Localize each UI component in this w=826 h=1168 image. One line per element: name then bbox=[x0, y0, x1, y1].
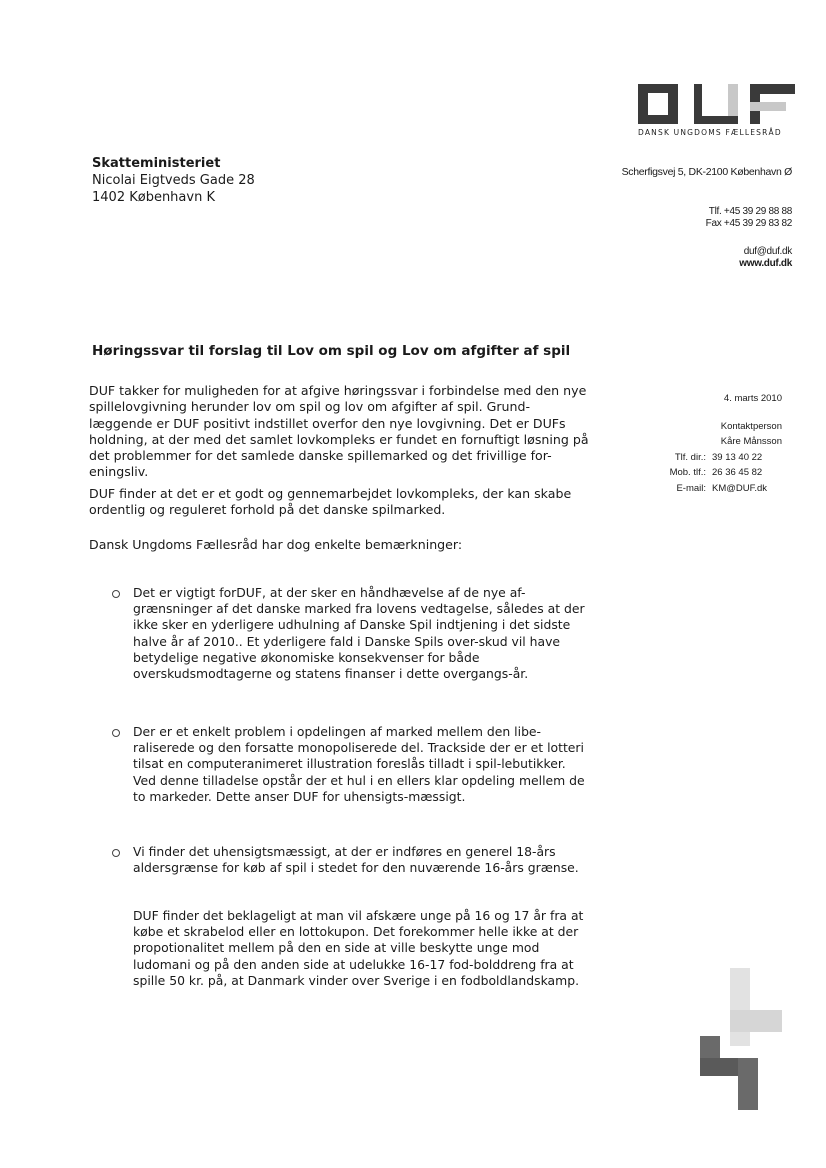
logo-tagline: DANSK UNGDOMS FÆLLESRÅD bbox=[638, 128, 782, 137]
email-value: KM@DUF.dk bbox=[712, 482, 768, 494]
bullet-text: Der er et enkelt problem i opdelingen af marked mellem den libe-raliserede og den forsatte monopoliserede del. Trackside der er et lotteri tilsat en computeranimeret illustration foreslås tilladt i spil-lebutikker. Ved denne tilladelse opstår der et hul i en ellers klar opdeling mellem de to markeder. Dette anser DUF for uhensigts-mæssigt. bbox=[133, 724, 585, 804]
list-item bbox=[112, 585, 592, 682]
paragraph-assessment: DUF finder at det er et godt og gennemarbejdet lovkompleks, der kan skabe ordentlig og reguleret forhold på det danske spilmarked. bbox=[89, 486, 572, 518]
mobile-value: 26 36 45 82 bbox=[712, 467, 763, 478]
contact-label: Kontaktperson bbox=[720, 420, 782, 432]
bullet-icon bbox=[112, 729, 120, 737]
sender-email: duf@duf.dk bbox=[743, 246, 792, 257]
bullet-text: Det er vigtigt forDUF, at der sker en håndhævelse af de nye af-grænsninger af det danske marked fra lovens vedtagelse, således at der ikke sker en yderligere udhulning af Danske Spil indtjening i det sidste halve år af 2010.. Et yderligere fald i Danske Spils over-skud vil have betydelige negative økonomiske konsekvenser for både overskudsmodtagerne og statens finanser i dette overgangs-år. bbox=[133, 585, 585, 682]
letter-date: 4. marts 2010 bbox=[723, 393, 782, 404]
phone-label: Tlf. dir.: bbox=[674, 451, 706, 463]
bullet-icon bbox=[112, 590, 120, 598]
recipient-name: Skatteministeriet bbox=[92, 156, 221, 171]
bullet-followup-paragraph: DUF finder det beklageligt at man vil afskære unge på 16 og 17 år fra at købe et skrabelod eller en lottokupon. Det forekommer helle ikke at der propotionalitet mellem på den en side at ville beskytte unge mod ludomani og på den anden side at udelukke 16-17 fod-bolddreng fra at spille 50 kr. på, at Danmark vinder over Sverige i en fodboldlandskamp. bbox=[133, 908, 584, 988]
sender-fax: Fax +45 39 29 83 82 bbox=[705, 218, 792, 229]
bullet-icon bbox=[112, 849, 120, 857]
sender-web: www.duf.dk bbox=[739, 258, 792, 269]
sender-address: Scherfigsvej 5, DK-2100 København Ø bbox=[621, 166, 792, 178]
recipient-city: 1402 København K bbox=[92, 190, 215, 205]
mobile-label: Mob. tlf.: bbox=[669, 467, 706, 478]
contact-name: Kåre Månsson bbox=[720, 436, 782, 447]
phone-value: 39 13 40 22 bbox=[712, 451, 763, 463]
sender-phone: Tlf. +45 39 29 88 88 bbox=[708, 206, 792, 217]
recipient-block bbox=[92, 155, 255, 206]
decorative-corner-graphic bbox=[698, 960, 788, 1112]
recipient-street: Nicolai Eigtveds Gade 28 bbox=[92, 173, 255, 188]
letter-title: Høringssvar til forslag til Lov om spil og Lov om afgifter af spil bbox=[92, 343, 571, 359]
list-item bbox=[112, 724, 592, 805]
email-label: E-mail: bbox=[676, 482, 706, 494]
list-item bbox=[112, 844, 592, 876]
paragraph-intro: DUF takker for muligheden for at afgive høringssvar i forbindelse med den nye spillelovgivning herunder lov om spil og lov om afgifter af spil. Grund-læggende er DUF positivt indstillet overfor den nye lovgivning. Det er DUFs holdning, at der med det samlet lovkompleks er fundet en fornuftigt løsning på det problemmer for det samlede danske spillemarked og det frivillige for-eningsliv. bbox=[89, 383, 589, 480]
duf-logo bbox=[638, 82, 795, 126]
letter-meta bbox=[572, 391, 782, 496]
bullet-text: Vi finder det uhensigtsmæssigt, at der er indføres en generel 18-års aldersgrænse for køb af spil i stedet for den nuværende 16-års grænse. bbox=[133, 844, 579, 876]
paragraph-remarks-lead: Dansk Ungdoms Fællesråd har dog enkelte bemærkninger: bbox=[89, 537, 463, 552]
